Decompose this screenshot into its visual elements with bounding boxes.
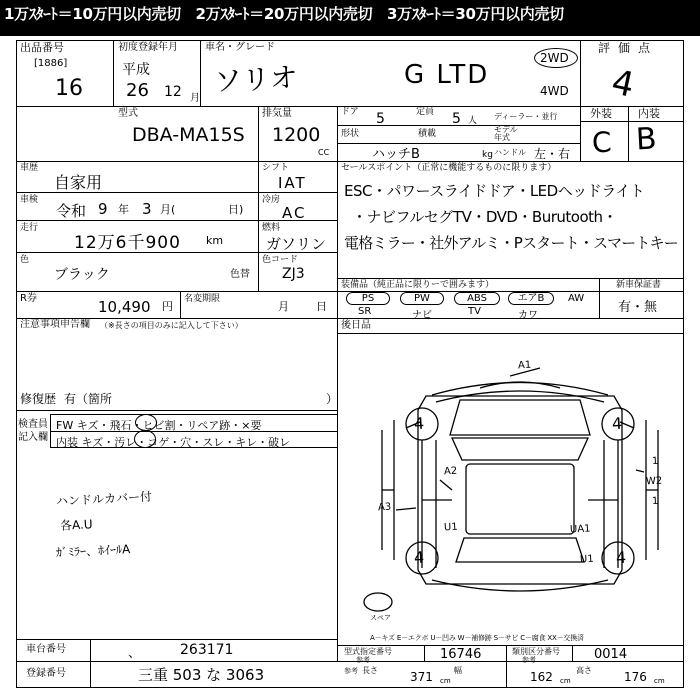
- score-label: 評価点: [598, 41, 659, 55]
- vin-number: 263171: [180, 642, 234, 658]
- mileage-label: 走行: [20, 223, 39, 233]
- mark-1a: 1: [651, 455, 659, 468]
- drive-4wd: 4WD: [540, 84, 569, 98]
- model-code: DBA-MA15S: [132, 124, 245, 146]
- type-designation: 16746: [440, 647, 482, 662]
- length-label: 長さ: [362, 666, 378, 675]
- spare-label: スペア: [370, 614, 391, 622]
- inspection-year: 9: [98, 200, 108, 218]
- height-label: 高さ: [576, 666, 592, 675]
- registration-month: 12: [164, 84, 182, 100]
- plate-label: 登録番号: [26, 668, 66, 679]
- sales-line-2: ・ナビフルセグTV・DVD・Burutooth・: [352, 208, 618, 226]
- width-value: 162: [530, 670, 553, 684]
- inspector-label: 検査員: [18, 419, 48, 430]
- mileage: 12万6千900: [74, 233, 181, 253]
- handwritten-note-2: 各A.U: [59, 517, 93, 533]
- exterior-label: 外装: [590, 107, 612, 120]
- fuel-value: ガソリン: [266, 235, 327, 253]
- mark-a1: A1: [517, 359, 532, 372]
- paint-change-label: 色替: [230, 269, 250, 280]
- divider: [599, 278, 600, 318]
- lot-number-label: 出品番号: [20, 41, 64, 54]
- equip-ps: PS: [346, 292, 390, 305]
- plate-number: 三重 503 な 3063: [138, 666, 265, 684]
- vin-label: 車台番号: [26, 644, 66, 655]
- divider: [424, 645, 425, 661]
- car-grade: G LTD: [404, 60, 490, 90]
- divider: [16, 220, 258, 221]
- interior-label: 内装: [638, 107, 660, 120]
- score-value: 4: [608, 62, 638, 106]
- divider: [337, 278, 684, 279]
- usage-value: 自家用: [54, 173, 103, 192]
- month-unit-open: 月(: [160, 203, 176, 216]
- ac-value: AC: [282, 204, 307, 222]
- inspection-era: 令和: [56, 202, 87, 220]
- title-change-label: 名変期限: [184, 294, 221, 304]
- divider: [337, 645, 684, 646]
- lot-small-number: [1886]: [34, 58, 68, 69]
- mark-4-rear-left: 4: [413, 547, 425, 568]
- check-circle-stone: [135, 414, 157, 431]
- capacity-label: 定員: [416, 107, 435, 117]
- day-unit-close: 日): [228, 203, 244, 216]
- shape-label: 形状: [341, 129, 360, 139]
- cc-unit: CC: [318, 148, 330, 157]
- check-row-interior: 内装 キズ・汚レ・コゲ・穴・スレ・キレ・破レ: [56, 436, 291, 449]
- sales-line-1: ESC・パワースライドドア・LEDヘッドライト: [344, 182, 645, 200]
- divider: [572, 645, 573, 661]
- doors: 5: [376, 111, 385, 127]
- color-value: ブラック: [54, 267, 110, 283]
- model-year-label: モデル年式: [494, 125, 518, 142]
- mark-4-front-left: 4: [413, 413, 425, 434]
- kg-unit: kg: [482, 150, 493, 160]
- equip-pw: PW: [400, 292, 444, 305]
- mark-ua1: UA1: [569, 523, 591, 536]
- equip-navi: ナビ: [412, 310, 432, 321]
- divider: [16, 161, 684, 162]
- handle-label: ハンドル: [494, 148, 526, 157]
- interior-grade: B: [635, 121, 658, 158]
- year-unit: 年: [118, 203, 129, 216]
- model-label: 型式: [118, 108, 138, 119]
- divider: [337, 318, 684, 319]
- divider: [200, 40, 201, 106]
- divider: [337, 333, 684, 334]
- equip-sr: SR: [358, 306, 372, 317]
- handle-side: 左・右: [534, 147, 571, 161]
- mark-4-front-right: 4: [611, 413, 623, 434]
- person-unit: 人: [468, 116, 478, 126]
- displacement: 1200: [272, 124, 321, 146]
- car-damage-diagram: [340, 340, 684, 630]
- load-label: 積載: [418, 129, 437, 139]
- era-label: 平成: [122, 62, 150, 78]
- divider: [90, 639, 91, 688]
- divider: [16, 661, 684, 662]
- divider: [180, 291, 181, 318]
- handwritten-note-1: ハンドルカバー付: [55, 489, 153, 509]
- divider: [580, 121, 684, 122]
- exterior-grade: C: [591, 125, 613, 160]
- shift-value: IAT: [278, 174, 307, 192]
- divider: [16, 106, 580, 107]
- handwritten-note-3: ｶﾞﾐﾗｰ、ﾎｲｰﾙA: [55, 542, 131, 560]
- divider: [113, 40, 114, 106]
- ref-label-2: 参考: [522, 656, 536, 664]
- notes-label: 注意事項申告欄: [20, 319, 90, 330]
- equipment-label: 装備品（純正品に限りーで囲みます）: [341, 280, 495, 290]
- entry-label: 記入欄: [18, 432, 48, 443]
- first-registration-label: 初度登録年月: [118, 42, 178, 53]
- mark-w2: W2: [645, 475, 663, 488]
- vin-mark: 、: [128, 646, 142, 661]
- car-name: ソリオ: [213, 60, 299, 99]
- recycle-fee: 10,490: [98, 298, 151, 316]
- drive-2wd: 2WD: [540, 51, 569, 65]
- recycle-label: R券: [20, 293, 37, 304]
- mark-u1-right: U1: [579, 553, 594, 566]
- color-code: ZJ3: [282, 266, 305, 282]
- lot-number: 16: [55, 76, 83, 101]
- notes-sub: （※長さの項目のみに記入して下さい）: [100, 321, 243, 330]
- mark-u1-left: U1: [443, 521, 458, 534]
- width-label: 幅: [454, 666, 462, 675]
- repair-history-label: 修復歴: [20, 392, 57, 406]
- dealer-label: ディーラー・並行: [494, 112, 558, 121]
- fuel-label: 燃料: [262, 223, 281, 233]
- doors-label: ドア: [341, 107, 359, 117]
- divider: [337, 106, 338, 161]
- divider: [16, 410, 337, 411]
- length-value: 371: [410, 670, 433, 684]
- sales-line-3: 電格ミラー・社外アルミ・Pスタート・スマートキー: [344, 234, 678, 252]
- divider: [258, 192, 337, 193]
- divider: [16, 192, 258, 193]
- divider: [258, 106, 259, 161]
- mark-4-rear-right: 4: [615, 547, 627, 568]
- displacement-label: 排気量: [262, 108, 292, 119]
- divider: [258, 161, 259, 291]
- type-designation-label: 型式指定番号: [344, 647, 392, 656]
- inspection-month: 3: [142, 200, 152, 218]
- body-shape: ハッチB: [372, 147, 420, 162]
- equip-tv: TV: [468, 306, 481, 317]
- ref-label-3: 参考: [344, 667, 358, 675]
- divider: [580, 40, 581, 161]
- equip-aw: AW: [568, 293, 585, 304]
- mark-a2: A2: [443, 465, 458, 478]
- capacity: 5: [452, 111, 461, 127]
- rear-items-label: 後日品: [341, 320, 371, 331]
- usage-label: 車歴: [20, 163, 39, 173]
- divider: [16, 639, 337, 640]
- height-value: 176: [624, 670, 647, 684]
- sales-points-label: セールスポイント（正常に機能するものに限ります）: [341, 163, 557, 173]
- class-number: 0014: [594, 647, 628, 662]
- km-unit: km: [206, 234, 224, 247]
- repair-history-close: ）: [326, 392, 339, 406]
- warranty-label: 新車保証書: [616, 280, 662, 290]
- title-day-unit: 日: [316, 300, 327, 313]
- shift-label: シフト: [262, 163, 290, 173]
- auction-banner: 1万ｽﾀｰﾄ＝10万円以内売切 2万ｽﾀｰﾄ＝20万円以内売切 3万ｽﾀｰﾄ＝30万円以内売切: [0, 0, 700, 36]
- ref-label-1: 参考: [356, 656, 370, 664]
- divider: [628, 106, 629, 161]
- divider: [337, 161, 338, 661]
- mark-a3: A3: [377, 501, 392, 514]
- equip-leather: カワ: [518, 310, 538, 321]
- car-name-label: 車名・グレード: [205, 42, 275, 53]
- title-month-unit: 月: [278, 300, 289, 313]
- registration-year: 26: [126, 80, 149, 101]
- check-row-fw: FW キズ・飛石・ヒビ割・リペア跡・×要: [56, 419, 262, 432]
- length-unit: cm: [440, 677, 451, 685]
- mark-1b: 1: [651, 495, 659, 508]
- height-unit: cm: [654, 677, 665, 685]
- ac-label: 冷房: [262, 195, 281, 205]
- repair-history-value: 有（箇所: [64, 392, 113, 406]
- equip-airbag: エアB: [508, 292, 554, 305]
- color-code-label: 色コード: [262, 255, 299, 265]
- divider: [506, 645, 507, 688]
- check-circle-dirt: [134, 430, 156, 448]
- equip-abs: ABS: [454, 292, 500, 305]
- color-label: 色: [20, 255, 30, 265]
- month-unit: 月: [190, 93, 200, 104]
- inspection-label: 車検: [20, 195, 39, 205]
- yen-unit: 円: [162, 300, 173, 313]
- class-number-label: 類別区分番号: [512, 647, 560, 656]
- damage-legend: A－キズ E－エクボ U－凹み W－補修跡 S－サビ C－腐食 XX－交換済: [370, 634, 584, 642]
- width-unit: cm: [560, 677, 571, 685]
- warranty-value: 有・無: [618, 300, 658, 315]
